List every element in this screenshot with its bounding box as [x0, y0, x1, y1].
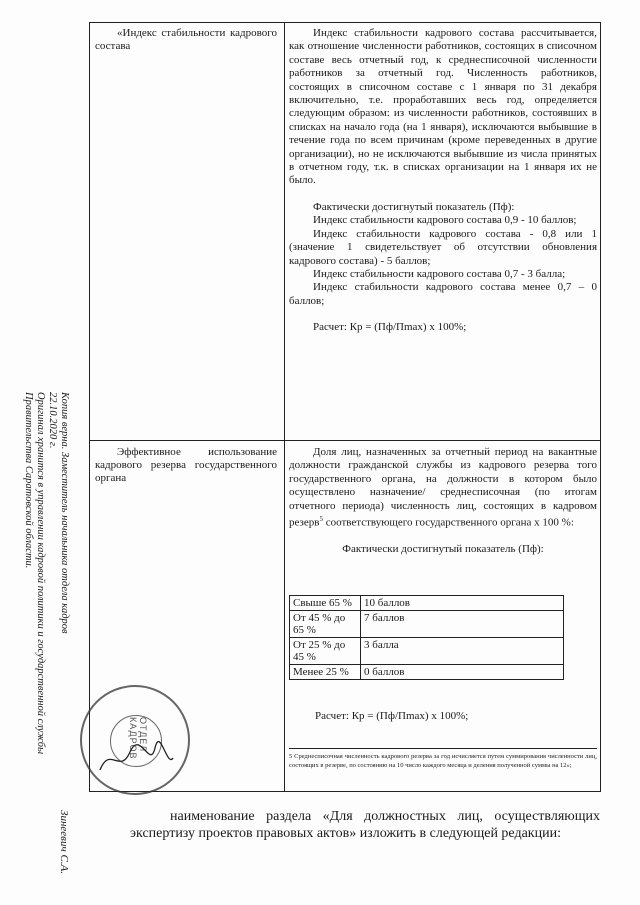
- certification-note: [22, 392, 70, 862]
- row1-indicator-title: Фактически достигнутый показатель (Пф):: [313, 200, 515, 213]
- row1-score-item: Индекс стабильности кадрового состава менее 0,7 – 0 баллов;: [289, 281, 597, 307]
- certification-line: Правительства Саратовской области.: [23, 392, 34, 569]
- row2-criterion-text: Эффективное использование кадрового резерва государственного органа: [95, 446, 277, 484]
- row-divider: [90, 440, 600, 441]
- row1-score-item: Индекс стабильности кадрового состава - 0,8 или 1 (значение 1 свидетельствует об отсутствии обновления кадрового состава) - 5 баллов;: [289, 227, 597, 267]
- row2-formula: Расчет: Кр = (Пф/Пmах) х 100%;: [315, 710, 469, 722]
- score-range: От 45 % до 65 %: [290, 611, 361, 638]
- score-points: 7 баллов: [361, 611, 564, 638]
- row1-paragraph: Индекс стабильности кадрового состава рассчитывается, как отношение численности работников, состоящих в списочном составе весь отчетный год, к среднесписочной численности работников за отчетный год. Численность работников, состоящих в списочном составе с 1 января по 31 декабря включительно, т.е. проработавших весь год, определяется следующим образом: из численности работников, состоявших в списках на начало года (на 1 января), исключаются выбывшие в течение года по всем причинам (кроме переведенных в другие организации), но не исключаются выбывшие из числа принятых в отчетном году, т.к. в списках организации на 1 января их не было.: [289, 27, 597, 187]
- table-row: [290, 638, 564, 665]
- criteria-table: [89, 22, 601, 792]
- score-points: 10 баллов: [361, 596, 564, 611]
- row1-criterion-text: «Индекс стабильности кадрового состава: [95, 27, 277, 52]
- table-row: [290, 665, 564, 680]
- footnote-mark: 5: [319, 515, 323, 524]
- row2-criterion: [95, 446, 277, 485]
- row2-indicator-title: Фактически достигнутый показатель (Пф):: [342, 543, 544, 556]
- column-divider: [284, 23, 285, 791]
- row1-description: [289, 27, 597, 335]
- signature-icon: [95, 740, 175, 780]
- row2-description: [289, 446, 597, 557]
- row1-formula: Расчет: Кр = (Пф/Пmах) х 100%;: [313, 321, 467, 334]
- row2-formula-wrap: [289, 710, 597, 723]
- row2-paragraph-end: соответствующего государственного органа х 100 %:: [325, 516, 574, 529]
- score-range: Менее 25 %: [290, 665, 361, 680]
- score-table: [289, 595, 564, 680]
- table-row: [290, 611, 564, 638]
- body-paragraph: наименование раздела «Для должностных лиц, осуществляющих экспертизу проектов правовых актов» изложить в следующей редакции:: [130, 809, 600, 841]
- certification-date: 22.10.2020 г.: [47, 392, 58, 449]
- certification-line: Копия верна. Заместитель начальника отдела кадров: [59, 392, 70, 634]
- score-range: Свыше 65 %: [290, 596, 361, 611]
- score-range: От 25 % до 45 %: [290, 638, 361, 665]
- signatory-name: Зинеевич С.А.: [58, 810, 70, 874]
- table-row: [290, 596, 564, 611]
- footnote: 5 Среднесписочная численность кадрового резерва за год исчисляется путем суммирования численности лиц, состоящих в резерве, по состоянию на 10 число каждого месяца и деления полученной суммы на 12»;: [289, 748, 597, 770]
- row1-criterion: [95, 27, 277, 53]
- row2-paragraph-text: Доля лиц, назначенных за отчетный период на вакантные должности гражданской службы из кадрового резерва того государственного органа, на должности в котором было осуществлено назначение/ среднесписочная (по итогам отчетного периода) численность лиц, состоящих в кадровом резерв: [289, 446, 597, 529]
- stamp-text: ОТДЕЛ КАДРОВ: [128, 717, 148, 760]
- row1-score-item: Индекс стабильности кадрового состава 0,9 - 10 баллов;: [313, 214, 577, 227]
- row1-score-item: Индекс стабильности кадрового состава 0,7 - 3 балла;: [313, 267, 566, 280]
- score-points: 3 балла: [361, 638, 564, 665]
- row2-paragraph: [289, 446, 597, 530]
- certification-line: Оригинал хранится в управлении кадровой политики и государственной службы: [35, 392, 46, 755]
- score-points: 0 баллов: [361, 665, 564, 680]
